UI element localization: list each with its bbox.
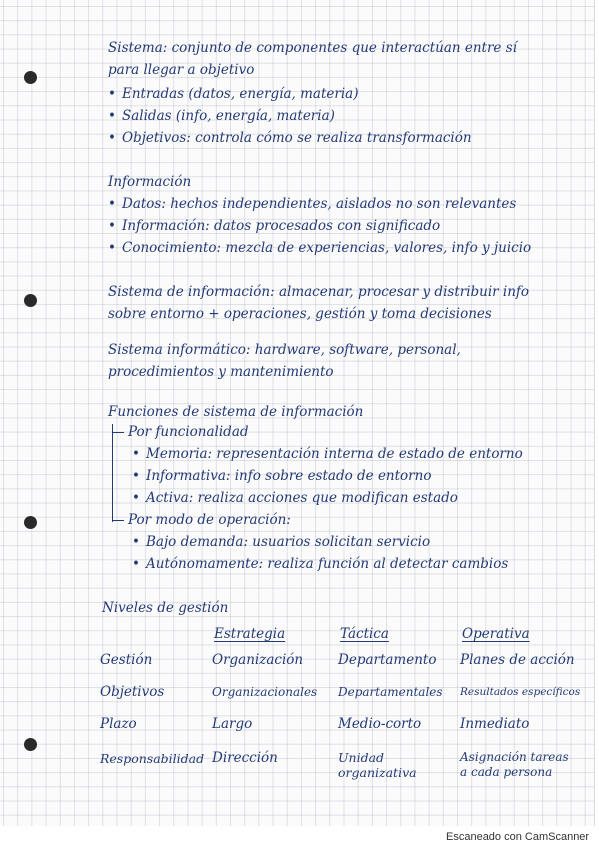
bullet-dot-icon: •: [132, 534, 140, 550]
table-cell: Medio-corto: [338, 716, 422, 732]
bullet-dot-icon: •: [132, 490, 140, 506]
bullet-dot-icon: •: [108, 196, 116, 212]
sistema-info-line-1: Sistema de información: almacenar, procesar y distribuir info: [108, 284, 530, 300]
row-label-responsabilidad: Responsabilidad: [100, 751, 205, 766]
table-cell: Departamento: [338, 652, 437, 668]
row-label-gestion: Gestión: [100, 652, 153, 668]
list-item: • Entradas (datos, energía, materia): [108, 86, 359, 102]
bullet-dot-icon: •: [132, 446, 140, 462]
list-item: • Informativa: info sobre estado de entorno: [132, 468, 432, 484]
funciones-heading: Funciones de sistema de información: [108, 404, 364, 420]
arrow-tick-icon: [112, 520, 124, 521]
branch-arrow-icon: [112, 424, 113, 522]
table-cell: Organización: [212, 652, 304, 668]
bullet-dot-icon: •: [132, 556, 140, 572]
funcionalidad-label: Por funcionalidad: [128, 424, 249, 440]
bullet-dot-icon: •: [132, 468, 140, 484]
list-item: • Objetivos: controla cómo se realiza transformación: [108, 130, 472, 146]
table-cell: Departamentales: [338, 685, 443, 699]
list-item: • Salidas (info, energía, materia): [108, 108, 335, 124]
row-label-plazo: Plazo: [100, 716, 137, 732]
table-cell: Resultados específicos: [460, 686, 581, 698]
arrow-tick-icon: [112, 432, 124, 433]
list-item: • Información: datos procesados con significado: [108, 218, 441, 234]
row-label-objetivos: Objetivos: [100, 684, 165, 700]
sistema-info-line-2: sobre entorno + operaciones, gestión y toma decisiones: [108, 306, 492, 322]
binder-hole-icon: [24, 294, 37, 307]
bullet-dot-icon: •: [108, 108, 116, 124]
list-item: • Datos: hechos independientes, aislados no son relevantes: [108, 196, 517, 212]
table-cell: Inmediato: [460, 716, 530, 732]
table-cell: Dirección: [212, 750, 278, 766]
binder-hole-icon: [24, 738, 37, 751]
bullet-dot-icon: •: [108, 130, 116, 146]
list-item: • Autónomamente: realiza función al detectar cambios: [132, 556, 509, 572]
list-item: • Memoria: representación interna de estado de entorno: [132, 446, 523, 462]
table-cell: Asignación tareas a cada persona: [460, 750, 569, 779]
sistema-definition-line-1: Sistema: conjunto de componentes que interactúan entre sí: [108, 40, 517, 56]
sistema-definition-line-2: para llegar a objetivo: [108, 62, 255, 78]
list-item: • Activa: realiza acciones que modifican estado: [132, 490, 458, 506]
list-item: • Bajo demanda: usuarios solicitan servicio: [132, 534, 431, 550]
modo-operacion-label: Por modo de operación:: [128, 512, 291, 528]
scanner-watermark: Escaneado con CamScanner: [446, 826, 599, 848]
table-cell: Organizacionales: [212, 685, 318, 699]
informacion-heading: Información: [108, 174, 192, 190]
table-cell: Unidad organizativa: [338, 750, 417, 780]
binder-hole-icon: [24, 71, 37, 84]
list-item: • Conocimiento: mezcla de experiencias, valores, info y juicio: [108, 240, 532, 256]
bullet-dot-icon: •: [108, 86, 116, 102]
column-header-estrategia: Estrategia: [214, 626, 286, 642]
niveles-heading: Niveles de gestión: [102, 600, 229, 616]
table-cell: Largo: [212, 716, 253, 732]
sistema-informatico-line-1: Sistema informático: hardware, software, personal,: [108, 342, 461, 358]
sistema-informatico-line-2: procedimientos y mantenimiento: [108, 364, 334, 380]
table-cell: Planes de acción: [460, 652, 575, 668]
bullet-dot-icon: •: [108, 240, 116, 256]
column-header-operativa: Operativa: [462, 626, 530, 642]
binder-hole-icon: [24, 516, 37, 529]
bullet-dot-icon: •: [108, 218, 116, 234]
column-header-tactica: Táctica: [340, 626, 389, 642]
